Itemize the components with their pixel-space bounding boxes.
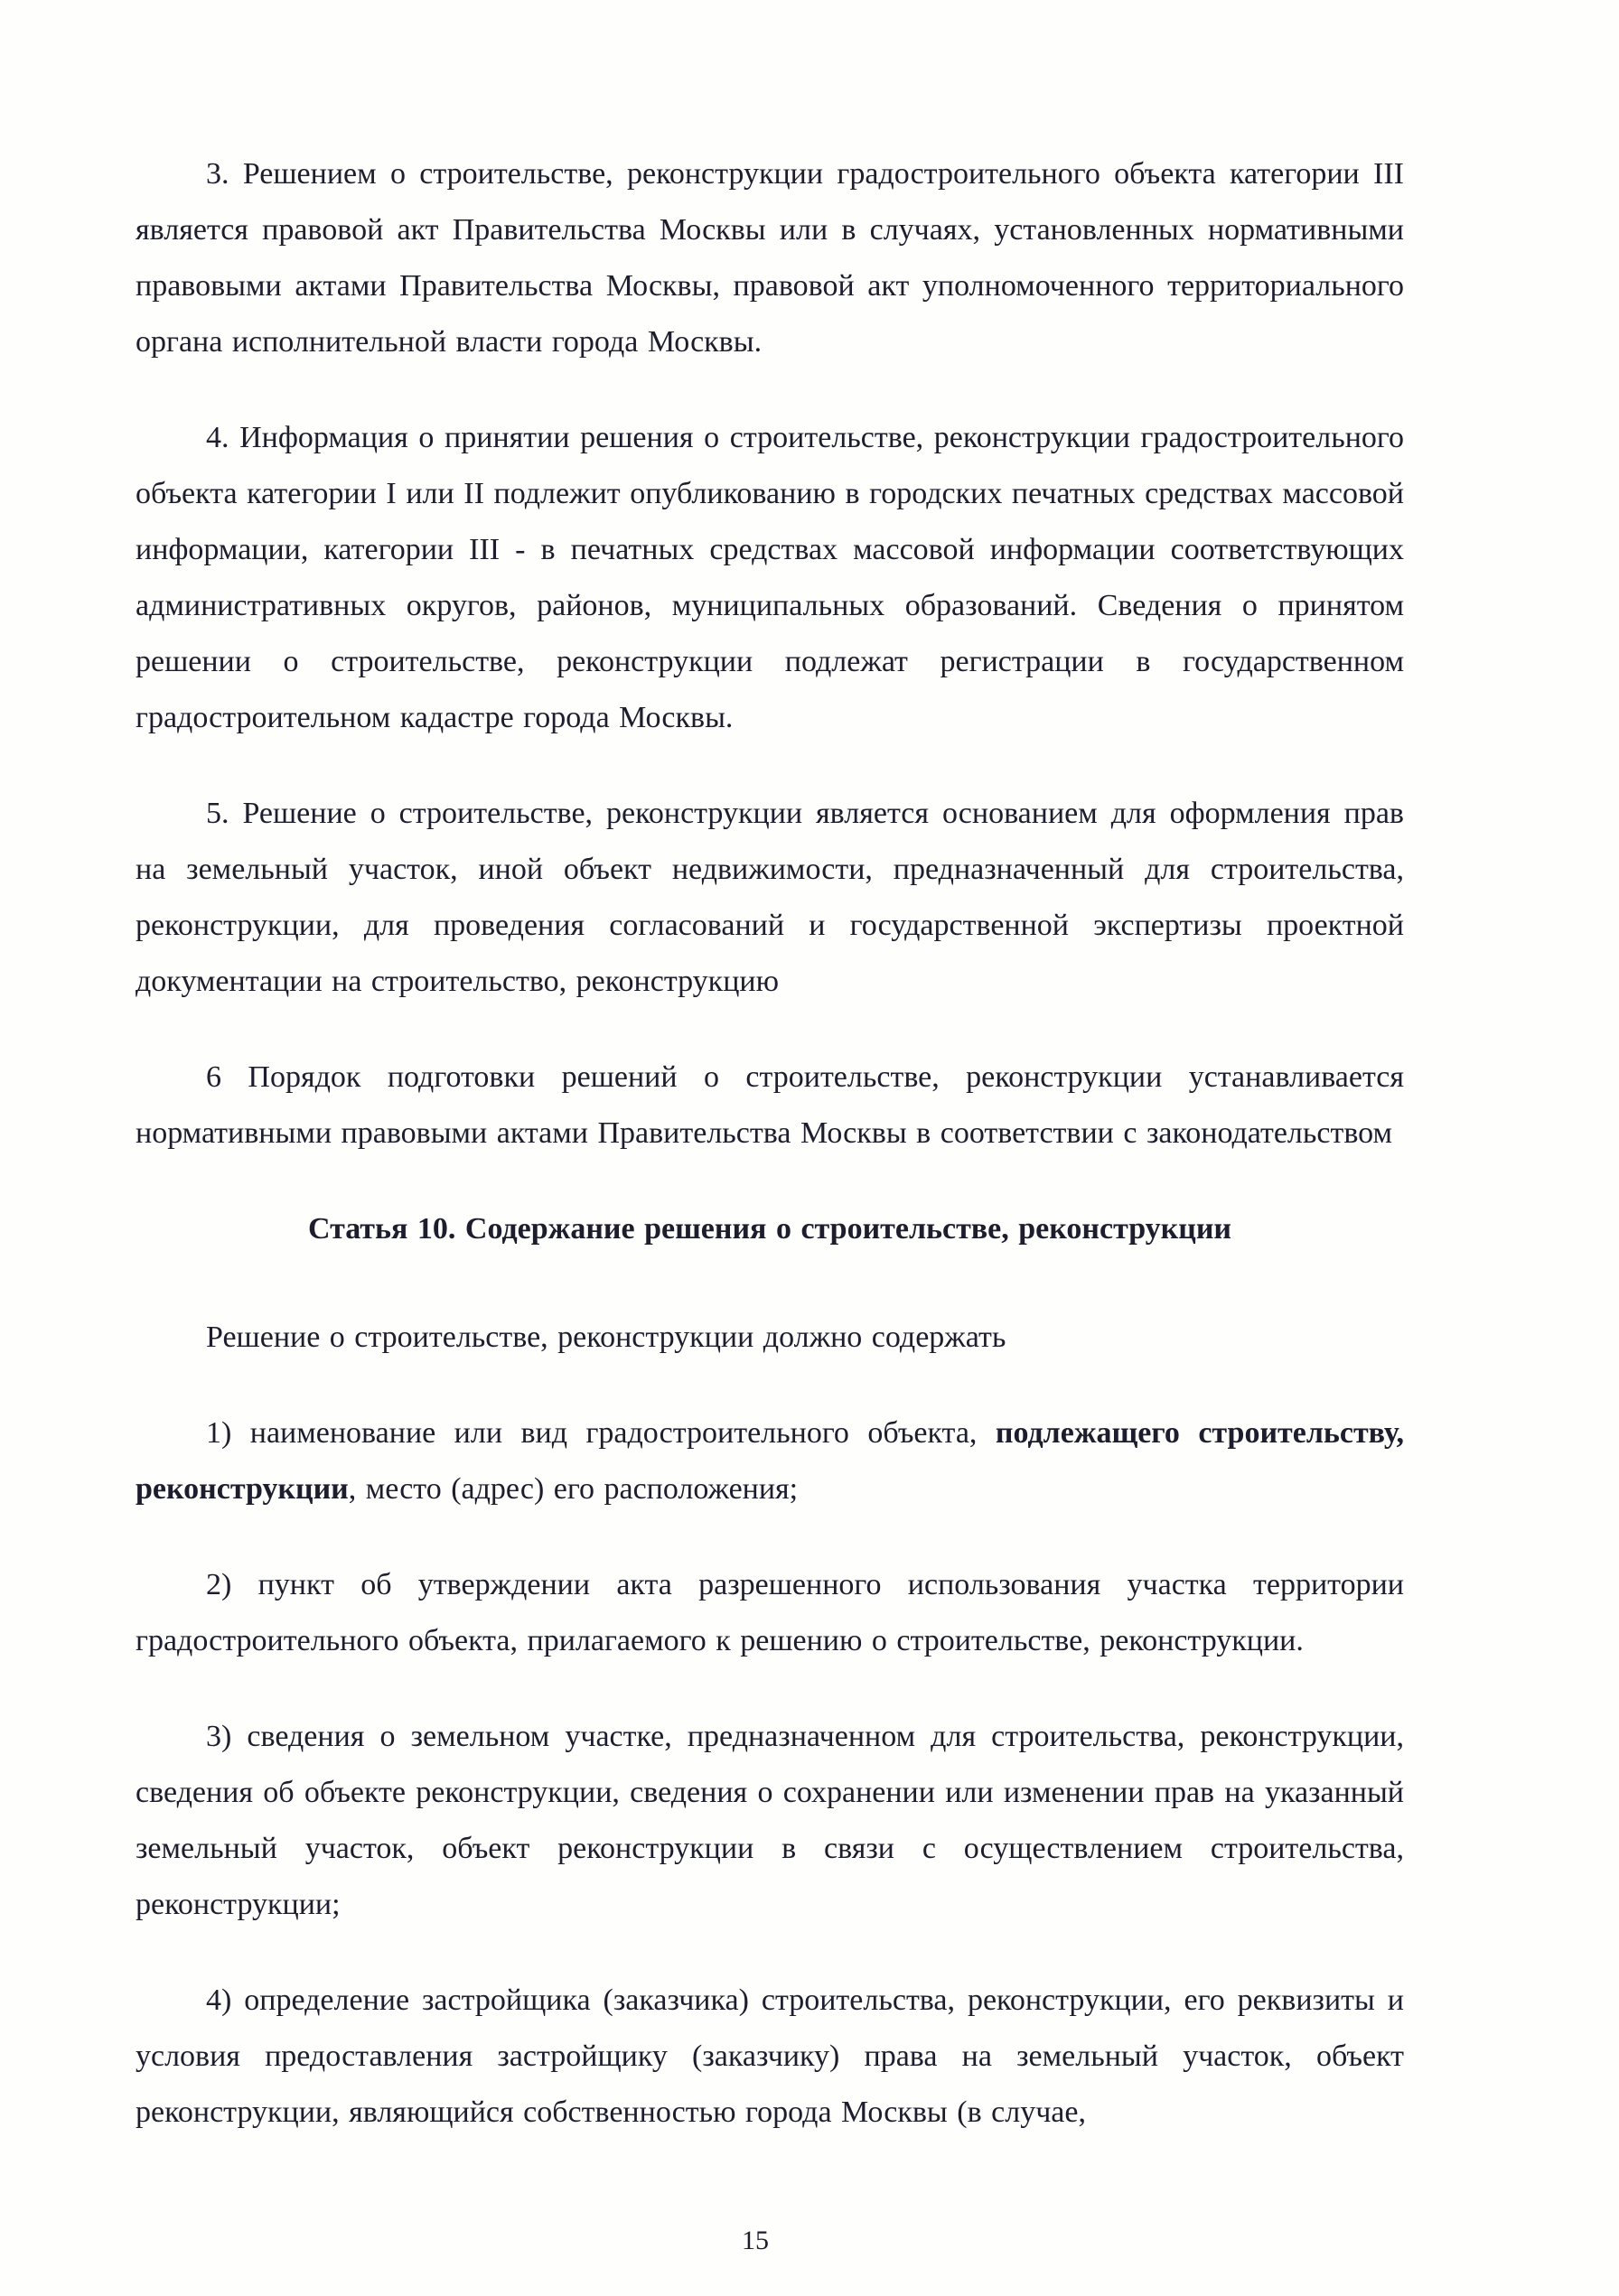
paragraph-4: 4. Информация о принятии решения о строительстве, реконструкции градостроительного объекта категории I или II подлежит опубликованию в городских печатных средствах массовой информации, категории III - в печатных средствах массовой информации соответствующих административных округов, районов, муниципальных образований. Сведения о принятом решении о строительстве, реконструкции подлежат регистрации в государственном градостроительном кадастре города Москвы.	[136, 421, 1404, 734]
list-item-1-prefix: 1) наименование или вид градостроительного объекта,	[206, 1416, 996, 1450]
paragraph-5: 5. Решение о строительстве, реконструкции является основанием для оформления прав на земельный участок, иной объект недвижимости, предназначенный для строительства, реконструкции, для проведения согласований и государственной экспертизы проектной документации на строительство, реконструкцию	[136, 797, 1404, 998]
intro-line: Решение о строительстве, реконструкции должно содержать	[206, 1321, 1006, 1354]
list-item-3: 3) сведения о земельном участке, предназначенном для строительства, реконструкции, сведения об объекте реконструкции, сведения о сохранении или изменении прав на указанный земельный участок, объект реконструкции в связи с осуществлением строительства, реконструкции;	[136, 1720, 1404, 1921]
page-number: 15	[742, 2226, 769, 2255]
list-item-1	[136, 1405, 1404, 1517]
list-item-4: 4) определение застройщика (заказчика) строительства, реконструкции, его реквизиты и условия предоставления застройщику (заказчику) права на земельный участок, объект реконструкции, являющийся собственностью города Москвы (в случае,	[136, 1983, 1404, 2129]
list-item-2: 2) пункт об утверждении акта разрешенного использования участка территории градостроительного объекта, прилагаемого к решению о строительстве, реконструкции.	[136, 1568, 1404, 1657]
article-10-heading: Статья 10. Содержание решения о строительстве, реконструкции	[307, 1212, 1232, 1246]
paragraph-6: 6 Порядок подготовки решений о строительстве, реконструкции устанавливается нормативными правовыми актами Правительства Москвы в соответствии с законодательством	[136, 1060, 1404, 1150]
list-item-1-suffix: , место (адрес) его расположения;	[348, 1472, 799, 1506]
list-item-1-bold: подлежащего строительству, реконструкции	[136, 1416, 1404, 1506]
paragraph-3: 3. Решением о строительстве, реконструкции градостроительного объекта категории III является правовой акт Правительства Москвы или в случаях, установленных нормативными правовыми актами Правительства Москвы, правовой акт уполномоченного территориального органа исполнительной власти города Москвы.	[136, 157, 1404, 359]
